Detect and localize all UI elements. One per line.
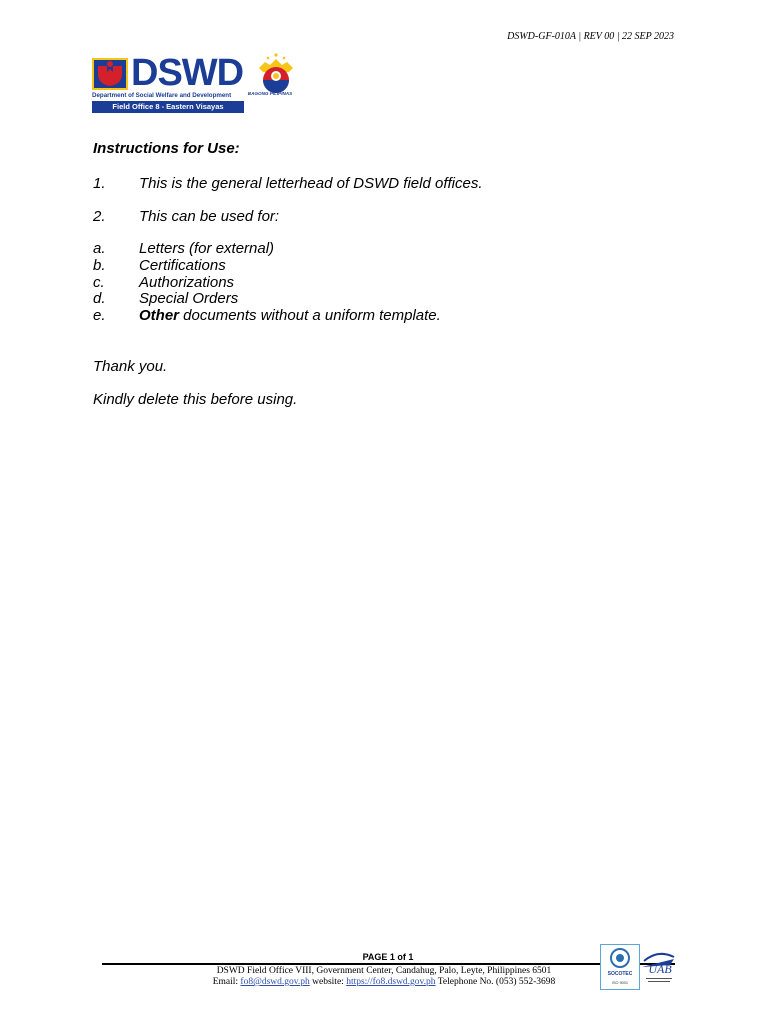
bagong-pilipinas-emblem-icon — [255, 52, 297, 94]
list-text: Letters (for external) — [139, 240, 275, 257]
delete-note: Kindly delete this before using. — [93, 390, 298, 408]
list-marker: 1. — [93, 175, 106, 192]
dswd-logo-icon — [92, 58, 128, 90]
telephone-text: Telephone No. (053) 552-3698 — [435, 977, 556, 987]
list-marker: e. — [93, 307, 106, 324]
list-marker: a. — [93, 240, 106, 257]
bagong-pilipinas-caption: BAGONG PILIPINAS — [247, 91, 293, 96]
document-code: DSWD-GF-010A | REV 00 | 22 SEP 2023 — [507, 31, 674, 42]
email-label: Email: — [212, 977, 241, 987]
thanks-note: Thank you. — [93, 357, 168, 375]
list-text — [139, 308, 441, 325]
iso-certification-badge-icon — [600, 944, 640, 990]
list-item — [93, 208, 683, 225]
list-marker: 2. — [93, 208, 106, 225]
instructions-heading: Instructions for Use: — [93, 140, 240, 157]
list-marker: c. — [93, 273, 105, 291]
email-link[interactable]: fo8@dswd.gov.ph — [240, 977, 310, 987]
footer-divider — [102, 963, 675, 965]
list-text: This can be used for: — [139, 208, 280, 225]
list-text: Special Orders — [139, 290, 239, 308]
list-text: Certifications — [139, 256, 226, 274]
field-office-banner: Field Office 8 - Eastern Visayas — [92, 101, 244, 113]
list-item — [93, 241, 683, 258]
department-name: Department of Social Welfare and Development — [92, 92, 232, 99]
list-marker: d. — [93, 290, 106, 308]
list-text-emphasis: Other — [139, 307, 180, 324]
list-item — [93, 175, 683, 192]
dswd-wordmark: DSWD — [131, 52, 244, 94]
list-text: This is the general letterhead of DSWD field offices. — [139, 175, 483, 192]
list-item — [93, 258, 683, 275]
list-item — [93, 308, 683, 325]
cert-standard: ISO 9001 — [611, 981, 629, 985]
list-text: Authorizations — [139, 273, 235, 291]
footer-address: DSWD Field Office VIII, Government Center, Candahug, Palo, Leyte, Philippines 6501 — [216, 966, 552, 976]
cert-name: SOCOTEC — [607, 971, 633, 977]
use-cases-list — [93, 241, 683, 325]
list-marker: b. — [93, 256, 106, 274]
website-label: website: — [309, 977, 347, 987]
letterhead — [92, 52, 304, 116]
website-link[interactable]: https://fo8.dswd.gov.ph — [346, 977, 436, 987]
list-item — [93, 291, 683, 308]
page-number: PAGE 1 of 1 — [362, 952, 414, 962]
uab-accreditation-icon — [640, 947, 676, 987]
list-text-rest: documents without a uniform template. — [179, 307, 441, 324]
list-item — [93, 275, 683, 292]
document-body — [93, 140, 683, 423]
uab-label: UAB — [648, 962, 672, 976]
